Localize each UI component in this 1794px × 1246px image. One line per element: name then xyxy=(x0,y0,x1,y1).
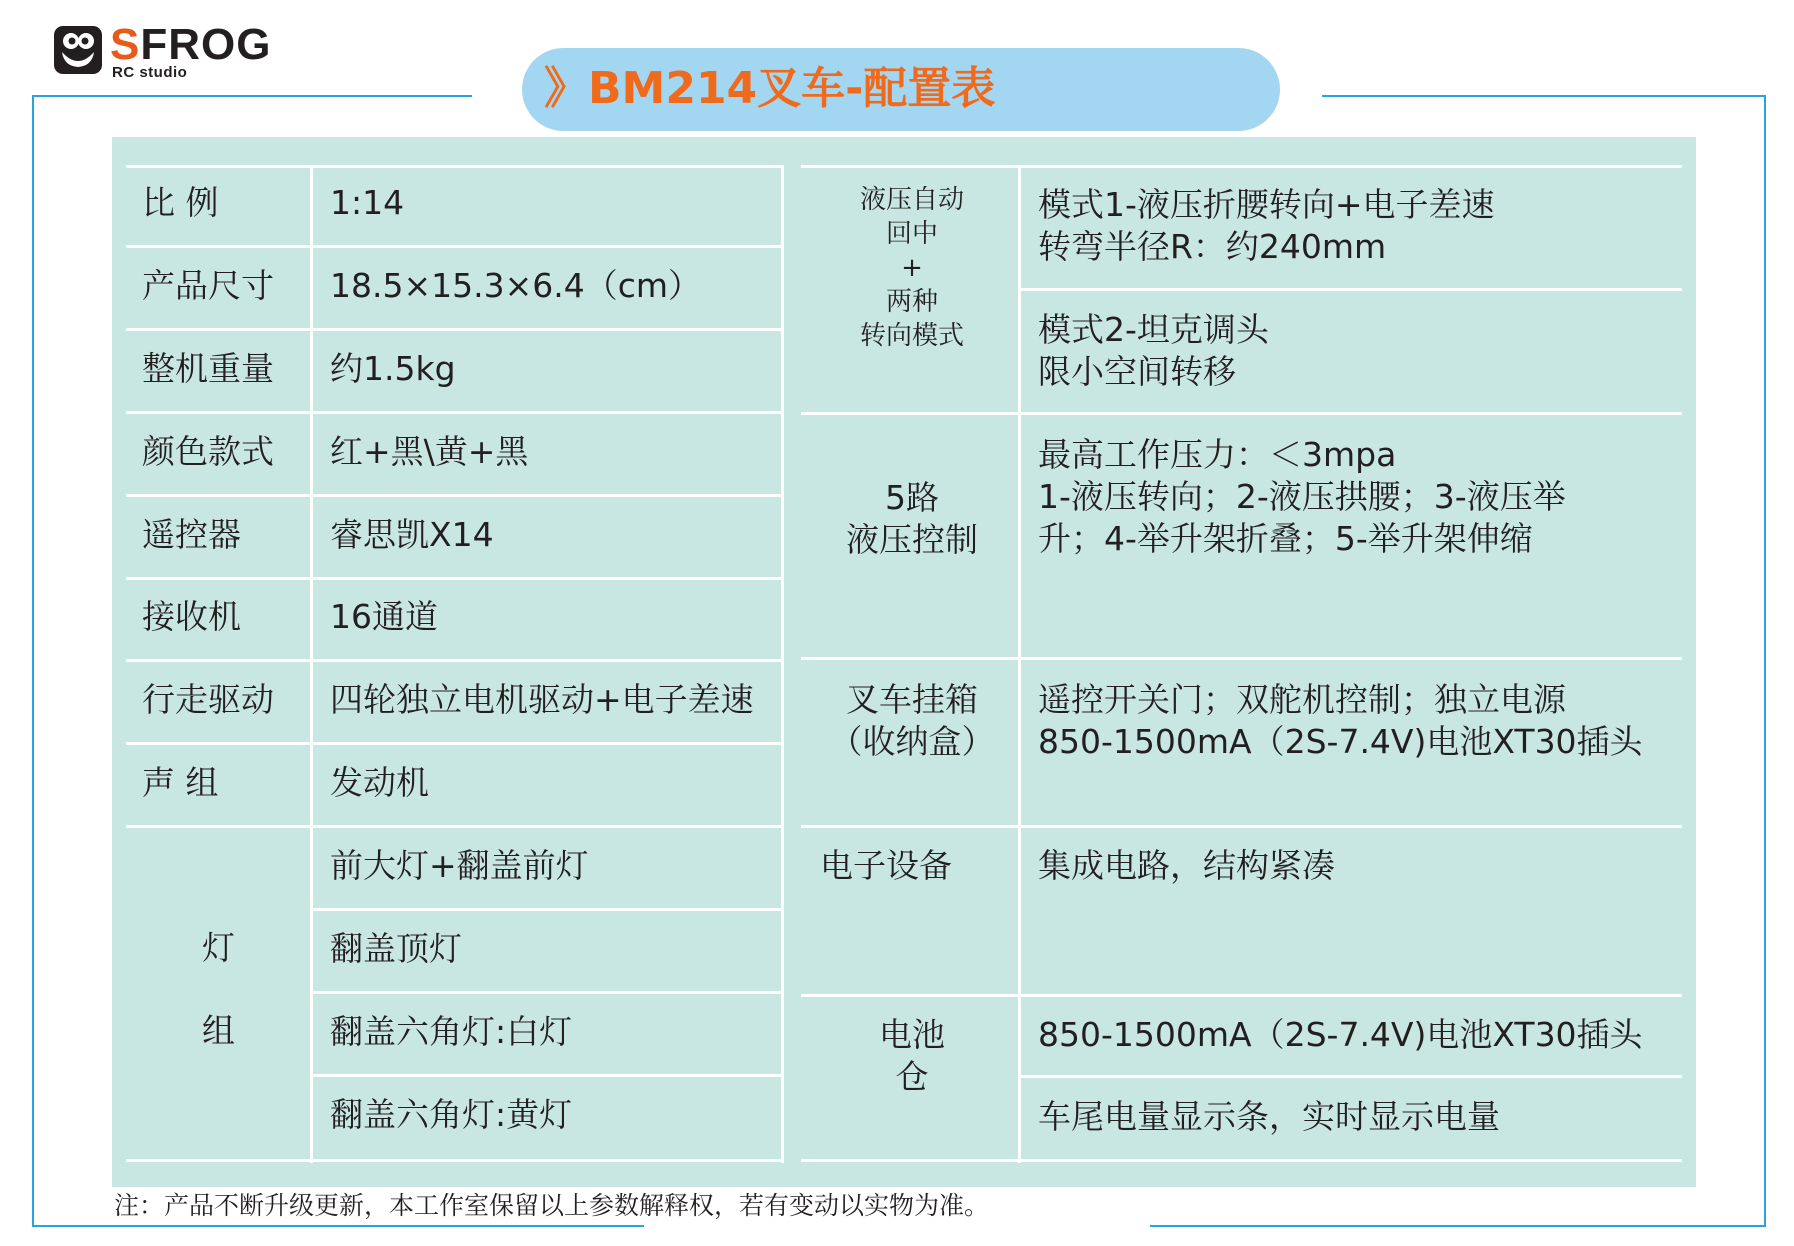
footnote: 注：产品不断升级更新，本工作室保留以上参数解释权，若有变动以实物为准。 xyxy=(114,1191,990,1220)
right-table-top-border xyxy=(801,165,1682,168)
battery-label-line2: 仓 xyxy=(895,1057,929,1096)
spec-label-scale: 比 例 xyxy=(142,183,219,222)
row-divider xyxy=(801,825,1682,828)
spec-value-light-3: 翻盖六角灯:白灯 xyxy=(330,1012,573,1051)
brand-name xyxy=(110,20,271,70)
spec-label-weight: 整机重量 xyxy=(142,349,274,388)
spec-value-scale: 1:14 xyxy=(330,183,405,222)
row-divider xyxy=(310,991,784,994)
row-divider xyxy=(1018,288,1682,291)
steering-label-line3: + xyxy=(901,253,923,283)
right-table-bottom-border xyxy=(801,1159,1682,1162)
box-value-line1: 遥控开关门；双舵机控制；独立电源 xyxy=(1038,680,1566,719)
steering-mode1-line1: 模式1-液压折腰转向+电子差速 xyxy=(1038,185,1495,224)
title-banner xyxy=(522,48,1280,131)
right-table-column-divider xyxy=(1018,165,1021,1163)
spec-value-remote: 睿思凯X14 xyxy=(330,515,494,554)
spec-value-light-2: 翻盖顶灯 xyxy=(330,929,462,968)
steering-mode2-line1: 模式2-坦克调头 xyxy=(1038,310,1269,349)
hydraulic-label-line1: 5路 xyxy=(885,478,939,517)
box-label-line2: （收纳盒） xyxy=(829,722,995,761)
spec-label-size: 产品尺寸 xyxy=(142,266,274,305)
frame-bottom-left xyxy=(32,1225,644,1227)
spec-label-lights-line2: 组 xyxy=(202,1011,235,1050)
box-label-line1: 叉车挂箱 xyxy=(846,680,978,719)
spec-label-lights-line1: 灯 xyxy=(202,928,235,967)
row-divider xyxy=(126,825,784,828)
electronics-value: 集成电路，结构紧凑 xyxy=(1038,846,1335,885)
brand-logo xyxy=(52,20,302,80)
row-divider xyxy=(801,657,1682,660)
config-table-panel xyxy=(112,137,1696,1187)
hydraulic-label-line2: 液压控制 xyxy=(846,520,978,559)
spec-value-light-4: 翻盖六角灯:黄灯 xyxy=(330,1095,573,1134)
hydraulic-value-line1: 最高工作压力：＜3mpa xyxy=(1038,435,1397,474)
hydraulic-value-line2: 1-液压转向；2-液压拱腰；3-液压举 xyxy=(1038,477,1566,516)
steering-mode1-line2: 转弯半径R：约240mm xyxy=(1038,227,1387,266)
brand-subtitle: RC studio xyxy=(112,64,188,81)
spec-label-color: 颜色款式 xyxy=(142,432,274,471)
frame-top-left xyxy=(32,95,472,97)
left-table-bottom-border xyxy=(126,1159,784,1162)
row-divider xyxy=(126,328,784,331)
battery-value-2: 车尾电量显示条，实时显示电量 xyxy=(1038,1097,1500,1136)
steering-mode2-line2: 限小空间转移 xyxy=(1038,352,1236,391)
spec-value-receiver: 16通道 xyxy=(330,597,438,636)
steering-label-line4: 两种 xyxy=(885,287,938,317)
steering-label-line5: 转向模式 xyxy=(859,321,964,351)
row-divider xyxy=(126,577,784,580)
frame-left xyxy=(32,95,34,1227)
left-table-column-divider xyxy=(310,165,313,1163)
spec-value-size: 18.5×15.3×6.4（cm） xyxy=(330,266,702,305)
steering-label-line1: 液压自动 xyxy=(859,185,964,215)
brand-name-initial: S xyxy=(110,20,141,69)
row-divider xyxy=(1018,1075,1682,1078)
frame-top-right xyxy=(1322,95,1766,97)
row-divider xyxy=(801,994,1682,997)
row-divider xyxy=(126,494,784,497)
spec-label-sound: 声 组 xyxy=(142,763,219,802)
row-divider xyxy=(126,411,784,414)
brand-name-rest: FROG xyxy=(140,20,272,69)
left-table-top-border xyxy=(126,165,784,168)
left-table-right-border xyxy=(781,165,784,1163)
row-divider xyxy=(126,659,784,662)
spec-value-sound: 发动机 xyxy=(330,763,429,802)
frame-bottom-right xyxy=(1150,1225,1766,1227)
spec-label-receiver: 接收机 xyxy=(142,597,241,636)
spec-value-color: 红+黑\黄+黑 xyxy=(330,432,529,471)
spec-value-light-1: 前大灯+翻盖前灯 xyxy=(330,846,589,885)
row-divider xyxy=(801,412,1682,415)
spec-value-weight: 约1.5kg xyxy=(330,349,456,388)
row-divider xyxy=(310,1074,784,1077)
frog-logo-icon xyxy=(54,26,102,74)
electronics-label: 电子设备 xyxy=(820,846,952,885)
steering-label-line2: 回中 xyxy=(885,219,938,249)
row-divider xyxy=(126,245,784,248)
battery-value-1: 850-1500mA（2S-7.4V)电池XT30插头 xyxy=(1038,1015,1643,1054)
battery-label-line1: 电池 xyxy=(879,1015,945,1054)
row-divider xyxy=(310,908,784,911)
frame-right xyxy=(1764,95,1766,1227)
page-title: BM214叉车-配置表 xyxy=(588,63,996,114)
spec-label-remote: 遥控器 xyxy=(142,515,241,554)
spec-value-drive: 四轮独立电机驱动+电子差速 xyxy=(330,680,754,719)
chevron-right-icon: 》 xyxy=(544,63,588,114)
hydraulic-value-line3: 升；4-举升架折叠；5-举升架伸缩 xyxy=(1038,519,1533,558)
spec-label-drive: 行走驱动 xyxy=(142,680,274,719)
box-value-line2: 850-1500mA（2S-7.4V)电池XT30插头 xyxy=(1038,722,1643,761)
row-divider xyxy=(126,742,784,745)
